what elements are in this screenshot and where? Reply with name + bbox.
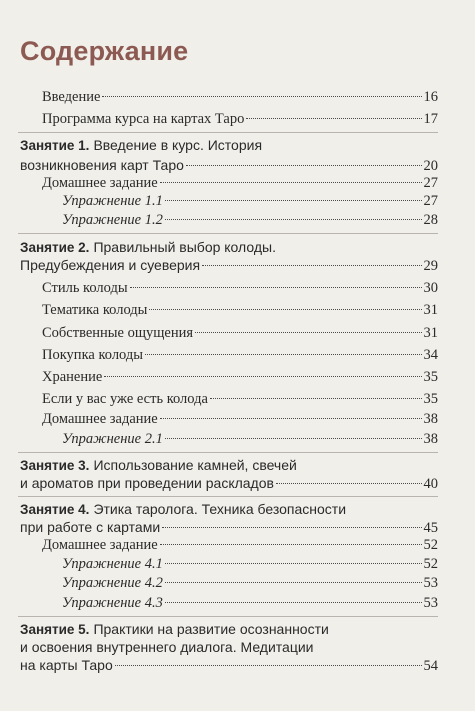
leader-dots — [165, 438, 422, 439]
lesson-title: Введение в курс. История — [93, 137, 263, 153]
entry-label: Программа курса на картах Таро — [42, 111, 245, 127]
toc-entry-style — [42, 280, 438, 300]
toc-entry-ex-2-1 — [62, 431, 438, 451]
leader-dots — [160, 544, 422, 545]
leader-dots — [102, 96, 421, 97]
entry-page: 30 — [423, 280, 438, 296]
entry-page: 35 — [423, 391, 438, 407]
entry-page: 52 — [423, 537, 438, 553]
entry-label: Тематика колоды — [42, 302, 148, 318]
entry-label: Если у вас уже есть колода — [42, 391, 208, 407]
entry-page: 45 — [423, 520, 438, 536]
entry-page: 38 — [423, 431, 438, 447]
entry-page: 53 — [423, 595, 438, 611]
toc-entry-ex-1-1 — [62, 193, 438, 213]
toc-entry-storage — [42, 369, 438, 389]
leader-dots — [165, 582, 422, 583]
toc-entry-ex-1-2 — [62, 212, 438, 232]
entry-label: Домашнее задание — [42, 537, 158, 553]
entry-page: 16 — [423, 89, 438, 105]
entry-label: Стиль колоды — [42, 280, 128, 296]
entry-page: 20 — [423, 158, 438, 174]
lesson-number: Занятие 1. — [20, 138, 90, 153]
leader-dots — [145, 354, 421, 355]
leader-dots — [165, 200, 422, 201]
lesson-4-title-line2 — [20, 519, 438, 539]
lesson-title: при работе с картами — [20, 519, 161, 535]
toc-entry-feelings — [42, 325, 438, 345]
lesson-2-heading — [20, 239, 276, 259]
leader-dots — [149, 309, 421, 310]
leader-dots — [195, 332, 421, 333]
entry-page: 52 — [423, 556, 438, 572]
leader-dots — [160, 182, 422, 183]
leader-dots — [162, 527, 421, 528]
entry-page: 27 — [423, 193, 438, 209]
entry-label: Упражнение 1.1 — [62, 193, 163, 209]
toc-entry-ex-4-3 — [62, 595, 438, 615]
lesson-title: Правильный выбор колоды. — [93, 239, 276, 255]
lesson-1-title-line2 — [20, 157, 438, 177]
lesson-5-heading — [20, 621, 329, 641]
entry-page: 31 — [423, 302, 438, 318]
toc-entry-l1-homework — [42, 175, 438, 195]
toc-entry-intro — [42, 89, 438, 109]
leader-dots — [165, 219, 422, 220]
toc-entry-purchase — [42, 347, 438, 367]
lesson-number: Занятие 3. — [20, 458, 90, 473]
entry-label: Собственные ощущения — [42, 325, 194, 341]
separator — [18, 132, 438, 133]
leader-dots — [186, 165, 422, 166]
entry-page: 29 — [423, 258, 438, 274]
leader-dots — [246, 118, 421, 119]
lesson-title: на карты Таро — [20, 657, 113, 673]
toc-entry-l4-homework — [42, 537, 438, 557]
entry-page: 54 — [423, 658, 438, 674]
lesson-number: Занятие 4. — [20, 502, 90, 517]
lesson-1-heading — [20, 137, 262, 157]
leader-dots — [115, 665, 422, 666]
lesson-title: и освоения внутреннего диалога. Медитации — [20, 639, 314, 655]
entry-page: 53 — [423, 575, 438, 591]
leader-dots — [160, 418, 422, 419]
entry-label: Покупка колоды — [42, 347, 144, 363]
leader-dots — [202, 265, 421, 266]
entry-label: Домашнее задание — [42, 175, 158, 191]
leader-dots — [104, 376, 421, 377]
entry-label: Упражнение 4.1 — [62, 556, 163, 572]
lesson-number: Занятие 2. — [20, 240, 90, 255]
separator — [18, 616, 438, 617]
entry-page: 27 — [423, 175, 438, 191]
lesson-title: Этика таролога. Техника безопасности — [93, 501, 347, 517]
entry-page: 31 — [423, 325, 438, 341]
leader-dots — [165, 602, 422, 603]
toc-entry-have-deck — [42, 391, 438, 411]
separator — [18, 233, 438, 234]
leader-dots — [130, 287, 422, 288]
separator — [18, 496, 438, 497]
lesson-title: Использование камней, свечей — [93, 457, 297, 473]
entry-label: Хранение — [42, 369, 103, 385]
entry-page: 17 — [423, 111, 438, 127]
lesson-5-title-line2 — [20, 639, 314, 659]
entry-page: 40 — [423, 476, 438, 492]
lesson-title: Предубеждения и суеверия — [20, 257, 201, 273]
toc-entry-theme — [42, 302, 438, 322]
entry-label: Упражнение 2.1 — [62, 431, 163, 447]
lesson-3-title-line2 — [20, 475, 438, 495]
entry-label: Упражнение 4.3 — [62, 595, 163, 611]
entry-label: Упражнение 4.2 — [62, 575, 163, 591]
lesson-title: Практики на развитие осознанности — [93, 621, 329, 637]
entry-page: 34 — [423, 347, 438, 363]
toc-entry-ex-4-2 — [62, 575, 438, 595]
toc-entry-l2-homework — [42, 411, 438, 431]
entry-label: Упражнение 1.2 — [62, 212, 163, 228]
lesson-title: возникновения карт Таро — [20, 157, 184, 173]
entry-label: Введение — [42, 89, 101, 105]
lesson-number: Занятие 5. — [20, 622, 90, 637]
lesson-2-title-line2 — [20, 257, 438, 277]
entry-page: 38 — [423, 411, 438, 427]
lesson-4-heading — [20, 501, 346, 521]
leader-dots — [210, 398, 422, 399]
lesson-5-title-line3 — [20, 657, 438, 677]
leader-dots — [276, 483, 422, 484]
toc-entry-program — [42, 111, 438, 131]
toc-entry-ex-4-1 — [62, 556, 438, 576]
entry-label: Домашнее задание — [42, 411, 158, 427]
separator — [18, 452, 438, 453]
leader-dots — [165, 563, 422, 564]
entry-page: 35 — [423, 369, 438, 385]
page-title: Содержание — [20, 36, 189, 66]
entry-page: 28 — [423, 212, 438, 228]
lesson-3-heading — [20, 457, 297, 477]
lesson-title: и ароматов при проведении раскладов — [20, 475, 274, 491]
